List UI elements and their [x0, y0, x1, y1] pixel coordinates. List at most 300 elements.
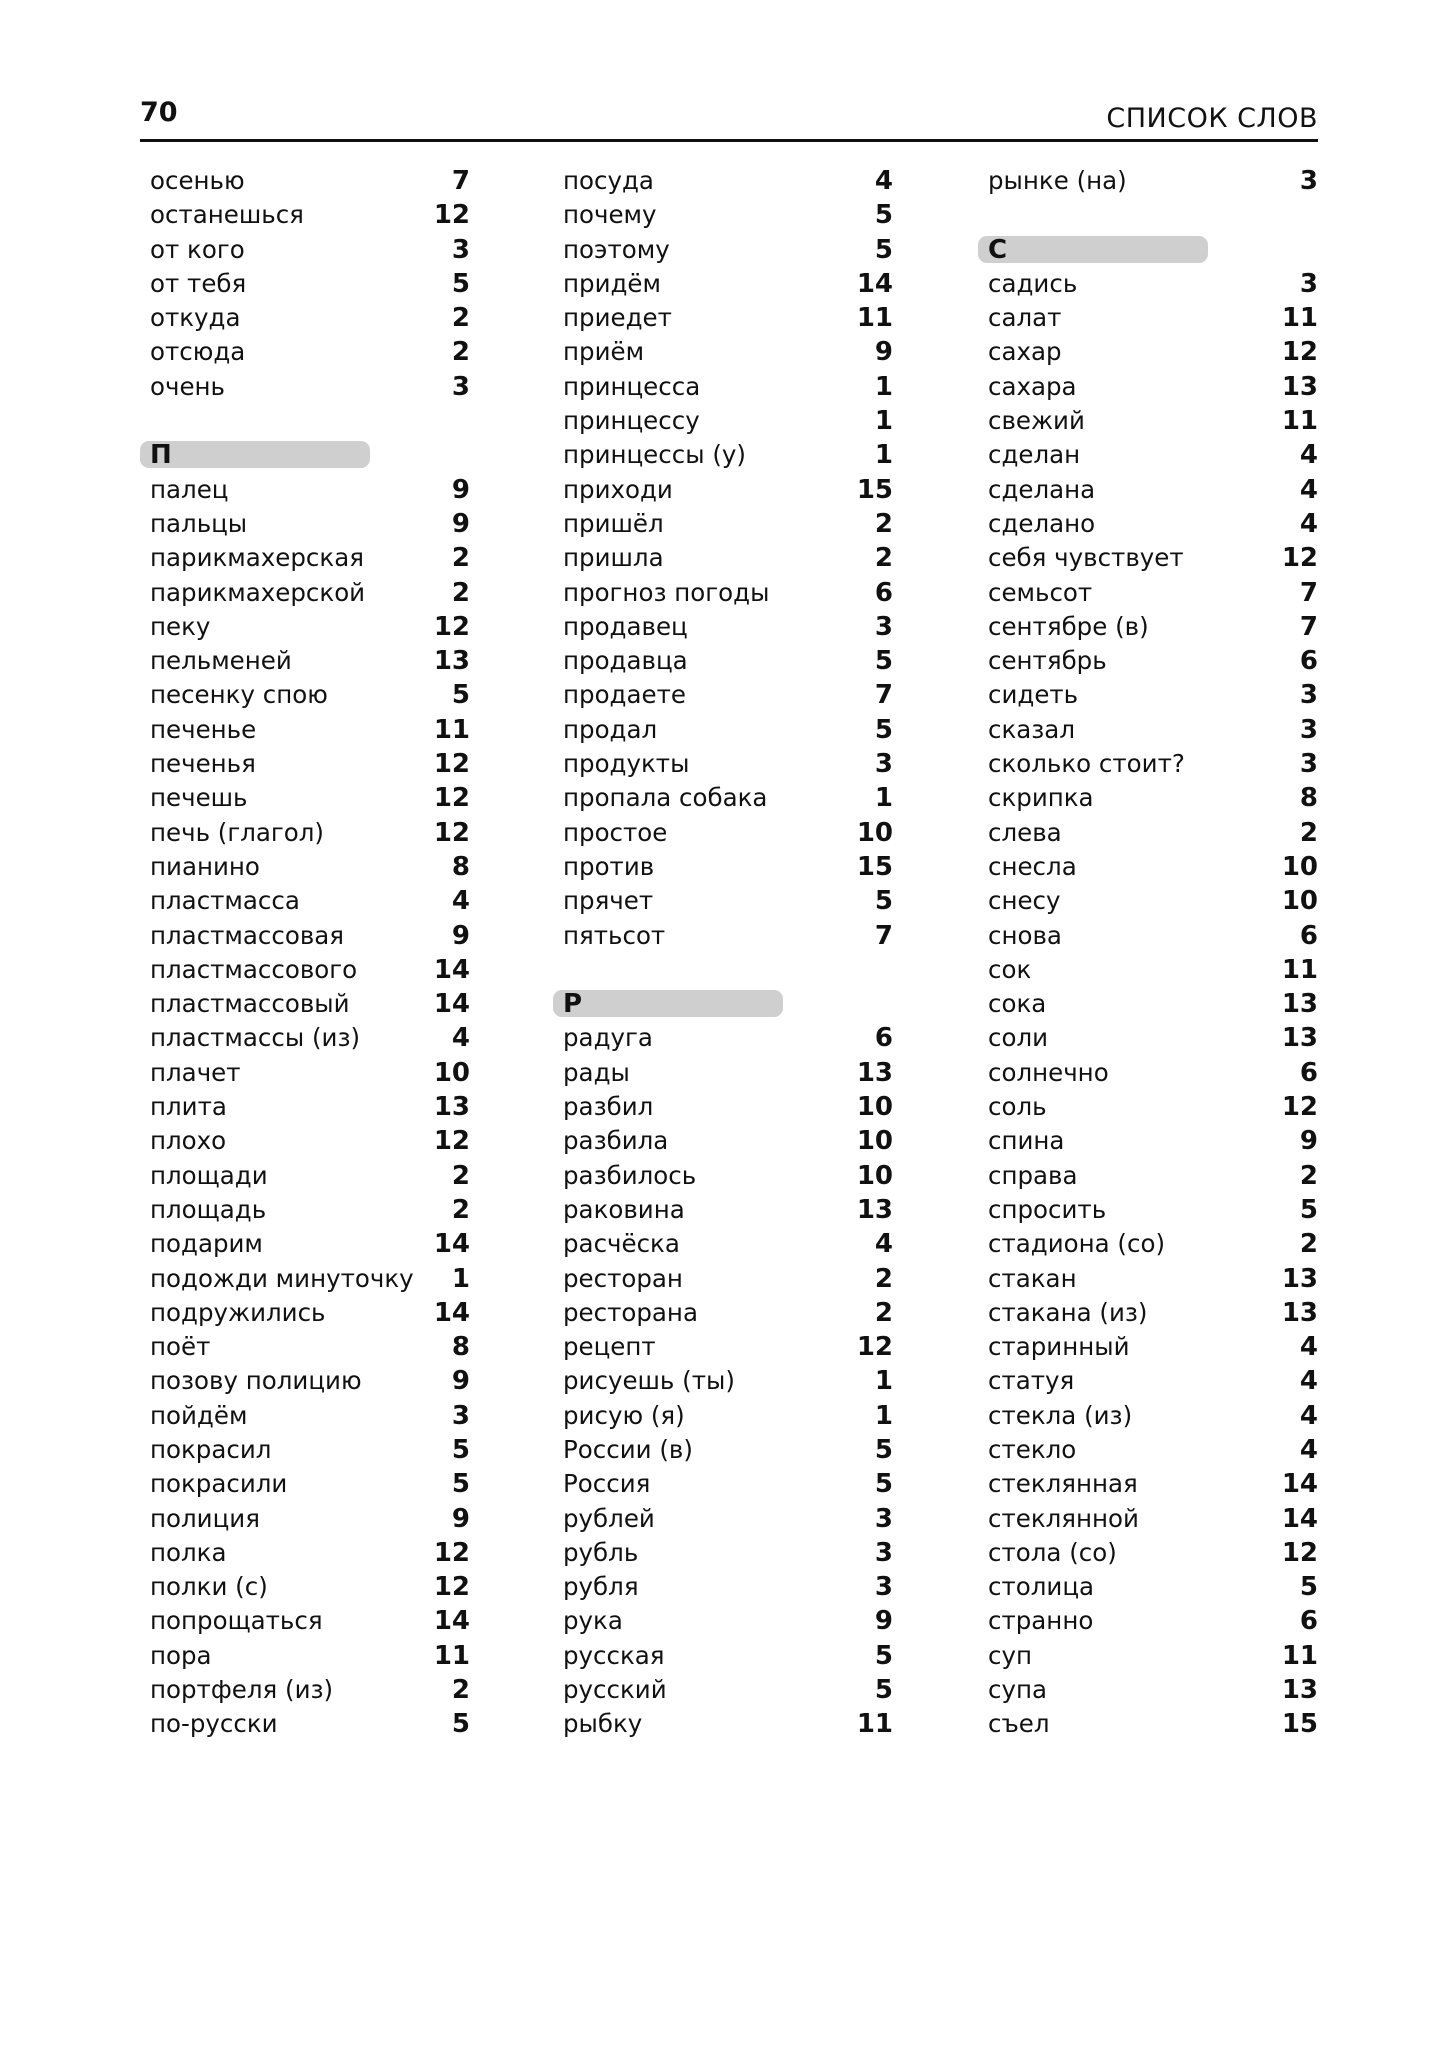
lesson-number: 11 [1281, 954, 1318, 985]
word-entry [140, 747, 470, 781]
word-text: стадиона (со) [988, 1229, 1166, 1259]
lesson-number: 4 [1299, 1332, 1318, 1363]
lesson-number: 12 [433, 749, 470, 780]
lesson-number: 6 [1299, 920, 1318, 951]
lesson-number: 13 [1281, 989, 1318, 1020]
word-entry [553, 301, 893, 335]
word-text: рецепт [563, 1332, 656, 1362]
word-entry [553, 678, 893, 712]
word-entry [553, 438, 893, 472]
word-text: подарим [150, 1229, 263, 1259]
word-entry [978, 1570, 1318, 1604]
word-entry [553, 1570, 893, 1604]
word-entry [553, 370, 893, 404]
word-text: разбила [563, 1126, 669, 1156]
letter-heading-text: С [988, 234, 1008, 265]
word-entry [978, 816, 1318, 850]
lesson-number: 6 [1299, 646, 1318, 677]
word-text: супа [988, 1675, 1048, 1705]
word-text: садись [988, 268, 1078, 298]
word-entry [140, 370, 470, 404]
lesson-number: 9 [451, 920, 470, 951]
word-entry [553, 541, 893, 575]
word-text: откуда [150, 303, 241, 333]
word-text: рубля [563, 1572, 639, 1602]
word-text: рисую (я) [563, 1400, 685, 1430]
lesson-number: 3 [451, 1400, 470, 1431]
word-text: приедет [563, 303, 672, 333]
word-entry [140, 1673, 470, 1707]
lesson-number: 8 [1299, 783, 1318, 814]
word-entry [553, 1502, 893, 1536]
word-entry [140, 816, 470, 850]
word-entry [140, 644, 470, 678]
lesson-number: 14 [856, 268, 893, 299]
page-number: 70 [140, 97, 178, 128]
word-entry [140, 1364, 470, 1398]
word-text: палец [150, 474, 229, 504]
word-text: снесла [988, 851, 1077, 881]
word-text: пластмассового [150, 954, 358, 984]
lesson-number: 13 [433, 646, 470, 677]
word-text: очень [150, 371, 225, 401]
section-spacer [140, 404, 470, 438]
lesson-number: 10 [433, 1057, 470, 1088]
word-text: парикмахерская [150, 543, 364, 573]
word-entry [140, 473, 470, 507]
word-text: против [563, 851, 655, 881]
lesson-number: 5 [874, 1469, 893, 1500]
lesson-number: 2 [451, 1160, 470, 1191]
word-entry [978, 1330, 1318, 1364]
word-text: отсюда [150, 337, 246, 367]
word-entry [553, 1021, 893, 1055]
word-entry [978, 1056, 1318, 1090]
lesson-number: 13 [1281, 1023, 1318, 1054]
word-text: позову полицию [150, 1366, 362, 1396]
word-text: пластмассовая [150, 920, 345, 950]
word-text: рисуешь (ты) [563, 1366, 735, 1396]
lesson-number: 3 [874, 749, 893, 780]
lesson-number: 3 [1299, 749, 1318, 780]
lesson-number: 13 [1281, 1675, 1318, 1706]
word-text: полка [150, 1537, 227, 1567]
word-text: ресторан [563, 1263, 683, 1293]
lesson-number: 14 [433, 989, 470, 1020]
word-text: площадь [150, 1194, 267, 1224]
word-text: Россия [563, 1469, 651, 1499]
word-entry [978, 850, 1318, 884]
word-entry [140, 1193, 470, 1227]
word-entry [978, 541, 1318, 575]
lesson-number: 5 [874, 646, 893, 677]
word-entry [553, 1296, 893, 1330]
word-text: полки (с) [150, 1572, 268, 1602]
lesson-number: 4 [1299, 508, 1318, 539]
word-entry [978, 678, 1318, 712]
lesson-number: 5 [1299, 1194, 1318, 1225]
lesson-number: 5 [451, 1434, 470, 1465]
word-entry [978, 473, 1318, 507]
lesson-number: 2 [451, 1194, 470, 1225]
word-text: останешься [150, 200, 304, 230]
word-entry [978, 335, 1318, 369]
lesson-number: 11 [856, 1709, 893, 1740]
lesson-number: 15 [856, 851, 893, 882]
word-entry [553, 713, 893, 747]
lesson-number: 5 [1299, 1572, 1318, 1603]
lesson-number: 11 [1281, 406, 1318, 437]
lesson-number: 9 [1299, 1126, 1318, 1157]
word-text: печенье [150, 714, 257, 744]
word-text: семьсот [988, 577, 1093, 607]
letter-heading-text: П [150, 440, 172, 471]
lesson-number: 9 [451, 1503, 470, 1534]
lesson-number: 3 [874, 1503, 893, 1534]
lesson-number: 2 [451, 577, 470, 608]
lesson-number: 2 [1299, 1160, 1318, 1191]
lesson-number: 9 [874, 1606, 893, 1637]
word-column-2 [553, 164, 893, 1742]
lesson-number: 1 [874, 783, 893, 814]
lesson-number: 1 [874, 406, 893, 437]
lesson-number: 6 [874, 1023, 893, 1054]
lesson-number: 12 [433, 200, 470, 231]
lesson-number: 3 [1299, 714, 1318, 745]
section-spacer [553, 953, 893, 987]
word-entry [140, 1090, 470, 1124]
lesson-number: 7 [1299, 577, 1318, 608]
word-entry [978, 919, 1318, 953]
lesson-number: 2 [874, 1297, 893, 1328]
word-entry [553, 850, 893, 884]
word-entry [140, 541, 470, 575]
word-entry [553, 884, 893, 918]
word-text: справа [988, 1160, 1078, 1190]
word-text: плита [150, 1092, 227, 1122]
letter-heading-bar [978, 236, 1208, 263]
word-text: стеклянной [988, 1503, 1139, 1533]
word-entry [140, 678, 470, 712]
word-entry [140, 713, 470, 747]
word-text: прогноз погоды [563, 577, 770, 607]
lesson-number: 5 [874, 234, 893, 265]
word-entry [140, 335, 470, 369]
word-text: пальцы [150, 508, 248, 538]
word-text: стекла (из) [988, 1400, 1133, 1430]
lesson-number: 4 [1299, 474, 1318, 505]
lesson-number: 3 [451, 371, 470, 402]
page-header [140, 92, 1318, 142]
lesson-number: 13 [856, 1057, 893, 1088]
lesson-number: 1 [874, 1400, 893, 1431]
word-text: продавца [563, 646, 688, 676]
word-text: поёт [150, 1332, 211, 1362]
lesson-number: 2 [1299, 1229, 1318, 1260]
word-entry [978, 781, 1318, 815]
lesson-number: 2 [1299, 817, 1318, 848]
lesson-number: 15 [856, 474, 893, 505]
word-entry [140, 1570, 470, 1604]
word-text: слева [988, 817, 1062, 847]
word-text: плохо [150, 1126, 227, 1156]
word-text: сентябрь [988, 646, 1107, 676]
word-entry [140, 1262, 470, 1296]
lesson-number: 12 [433, 611, 470, 642]
word-text: пойдём [150, 1400, 248, 1430]
word-text: сказал [988, 714, 1075, 744]
lesson-number: 3 [451, 234, 470, 265]
lesson-number: 4 [874, 166, 893, 196]
word-entry [140, 1399, 470, 1433]
word-entry [140, 850, 470, 884]
letter-heading-bar [140, 441, 370, 468]
word-entry [553, 473, 893, 507]
word-text: портфеля (из) [150, 1675, 334, 1705]
lesson-number: 2 [451, 543, 470, 574]
word-text: сок [988, 954, 1032, 984]
lesson-number: 12 [433, 783, 470, 814]
lesson-number: 1 [874, 1366, 893, 1397]
letter-heading-text: Р [563, 989, 583, 1020]
word-text: по-русски [150, 1709, 278, 1739]
lesson-number: 3 [874, 1537, 893, 1568]
word-entry [978, 1364, 1318, 1398]
lesson-number: 7 [1299, 611, 1318, 642]
word-entry [140, 1159, 470, 1193]
word-entry [978, 1090, 1318, 1124]
word-text: русский [563, 1675, 667, 1705]
word-entry [140, 781, 470, 815]
word-entry [978, 1124, 1318, 1158]
section-spacer [978, 198, 1318, 232]
word-text: приём [563, 337, 645, 367]
word-text: принцессы (у) [563, 440, 746, 470]
word-text: поэтому [563, 234, 670, 264]
word-entry [553, 404, 893, 438]
word-text: пеку [150, 611, 211, 641]
word-entry [978, 1536, 1318, 1570]
word-text: сидеть [988, 680, 1079, 710]
word-entry [140, 1330, 470, 1364]
word-text: пропала собака [563, 783, 768, 813]
word-text: стакана (из) [988, 1297, 1148, 1327]
lesson-number: 2 [874, 1263, 893, 1294]
word-text: стакан [988, 1263, 1077, 1293]
lesson-number: 3 [874, 1572, 893, 1603]
word-entry [553, 644, 893, 678]
lesson-number: 12 [433, 1126, 470, 1157]
lesson-number: 12 [1281, 1537, 1318, 1568]
word-text: столица [988, 1572, 1095, 1602]
word-entry [978, 1433, 1318, 1467]
word-entry [978, 610, 1318, 644]
word-entry [553, 576, 893, 610]
word-entry [553, 1399, 893, 1433]
word-text: рыбку [563, 1709, 643, 1739]
word-entry [553, 1056, 893, 1090]
word-text: спросить [988, 1194, 1107, 1224]
lesson-number: 2 [451, 337, 470, 368]
word-entry [140, 1021, 470, 1055]
word-entry [978, 438, 1318, 472]
word-entry [140, 1639, 470, 1673]
lesson-number: 11 [1281, 1640, 1318, 1671]
word-text: площади [150, 1160, 268, 1190]
word-text: раковина [563, 1194, 685, 1224]
word-entry [978, 987, 1318, 1021]
word-text: русская [563, 1640, 665, 1670]
word-entry [140, 1433, 470, 1467]
word-text: пельменей [150, 646, 292, 676]
word-text: подружились [150, 1297, 326, 1327]
word-entry [978, 301, 1318, 335]
lesson-number: 12 [433, 1537, 470, 1568]
lesson-number: 10 [856, 1092, 893, 1123]
word-text: сока [988, 989, 1047, 1019]
letter-heading [140, 438, 470, 472]
word-text: себя чувствует [988, 543, 1184, 573]
lesson-number: 5 [874, 1640, 893, 1671]
word-text: почему [563, 200, 657, 230]
word-text: осенью [150, 166, 245, 195]
word-text: продал [563, 714, 658, 744]
word-entry [978, 1604, 1318, 1638]
word-text: продаете [563, 680, 686, 710]
word-text: снова [988, 920, 1062, 950]
lesson-number: 5 [451, 680, 470, 711]
word-entry [978, 1159, 1318, 1193]
word-text: пластмассовый [150, 989, 350, 1019]
word-text: принцессу [563, 406, 700, 436]
lesson-number: 11 [433, 714, 470, 745]
word-entry [140, 953, 470, 987]
word-text: сделана [988, 474, 1096, 504]
word-entry [978, 370, 1318, 404]
word-entry [553, 816, 893, 850]
lesson-number: 2 [874, 508, 893, 539]
word-entry [978, 1673, 1318, 1707]
lesson-number: 13 [856, 1194, 893, 1225]
word-text: пора [150, 1640, 212, 1670]
word-text: свежий [988, 406, 1085, 436]
lesson-number: 4 [874, 1229, 893, 1260]
word-text: простое [563, 817, 668, 847]
word-entry [978, 1467, 1318, 1501]
lesson-number: 5 [874, 200, 893, 231]
running-title: СПИСОК СЛОВ [1106, 103, 1318, 134]
word-entry [553, 1227, 893, 1261]
word-text: салат [988, 303, 1062, 333]
lesson-number: 1 [451, 1263, 470, 1294]
word-text: покрасили [150, 1469, 288, 1499]
lesson-number: 1 [874, 371, 893, 402]
word-entry [140, 1707, 470, 1741]
word-entry [978, 267, 1318, 301]
word-entry [553, 1330, 893, 1364]
word-text: стеклянная [988, 1469, 1138, 1499]
word-entry [978, 404, 1318, 438]
lesson-number: 14 [1281, 1503, 1318, 1534]
word-text: придём [563, 268, 661, 298]
word-text: сделан [988, 440, 1081, 470]
word-text: пришла [563, 543, 664, 573]
lesson-number: 8 [451, 851, 470, 882]
lesson-number: 9 [874, 337, 893, 368]
lesson-number: 3 [1299, 166, 1318, 196]
lesson-number: 11 [1281, 303, 1318, 334]
word-text: стола (со) [988, 1537, 1117, 1567]
word-entry [553, 1433, 893, 1467]
word-entry [140, 1296, 470, 1330]
lesson-number: 12 [433, 1572, 470, 1603]
lesson-number: 5 [874, 1434, 893, 1465]
word-text: рубль [563, 1537, 639, 1567]
lesson-number: 12 [1281, 337, 1318, 368]
word-entry [553, 610, 893, 644]
word-text: стекло [988, 1434, 1077, 1464]
lesson-number: 13 [1281, 371, 1318, 402]
word-entry [978, 1502, 1318, 1536]
word-entry [553, 335, 893, 369]
lesson-number: 12 [856, 1332, 893, 1363]
word-text: разбил [563, 1092, 654, 1122]
word-entry [140, 233, 470, 267]
lesson-number: 4 [451, 886, 470, 917]
word-entry [553, 1090, 893, 1124]
word-entry [140, 198, 470, 232]
word-entry [140, 576, 470, 610]
word-entry [978, 713, 1318, 747]
word-text: пришёл [563, 508, 664, 538]
word-text: суп [988, 1640, 1032, 1670]
word-entry [553, 1262, 893, 1296]
lesson-number: 14 [433, 954, 470, 985]
word-text: печешь [150, 783, 248, 813]
word-entry [978, 884, 1318, 918]
lesson-number: 4 [1299, 1434, 1318, 1465]
word-text: посуда [563, 166, 654, 195]
lesson-number: 10 [1281, 886, 1318, 917]
word-entry [978, 1639, 1318, 1673]
word-entry [553, 1124, 893, 1158]
lesson-number: 2 [874, 543, 893, 574]
letter-heading [978, 233, 1318, 267]
word-entry [978, 1296, 1318, 1330]
word-text: подожди минуточку [150, 1263, 414, 1293]
word-text: рука [563, 1606, 623, 1636]
word-text: снесу [988, 886, 1061, 916]
word-text: соли [988, 1023, 1049, 1053]
word-entry [140, 507, 470, 541]
lesson-number: 4 [1299, 1400, 1318, 1431]
word-column-3 [978, 164, 1318, 1742]
lesson-number: 11 [433, 1640, 470, 1671]
word-entry [978, 164, 1318, 198]
word-text: пластмассы (из) [150, 1023, 361, 1053]
word-text: солнечно [988, 1057, 1109, 1087]
lesson-number: 6 [874, 577, 893, 608]
lesson-number: 5 [451, 1469, 470, 1500]
word-text: скрипка [988, 783, 1094, 813]
lesson-number: 10 [856, 1126, 893, 1157]
word-entry [978, 1193, 1318, 1227]
lesson-number: 4 [1299, 1366, 1318, 1397]
word-text: продавец [563, 611, 688, 641]
word-text: печь (глагол) [150, 817, 324, 847]
word-entry [140, 1124, 470, 1158]
word-entry [978, 1021, 1318, 1055]
